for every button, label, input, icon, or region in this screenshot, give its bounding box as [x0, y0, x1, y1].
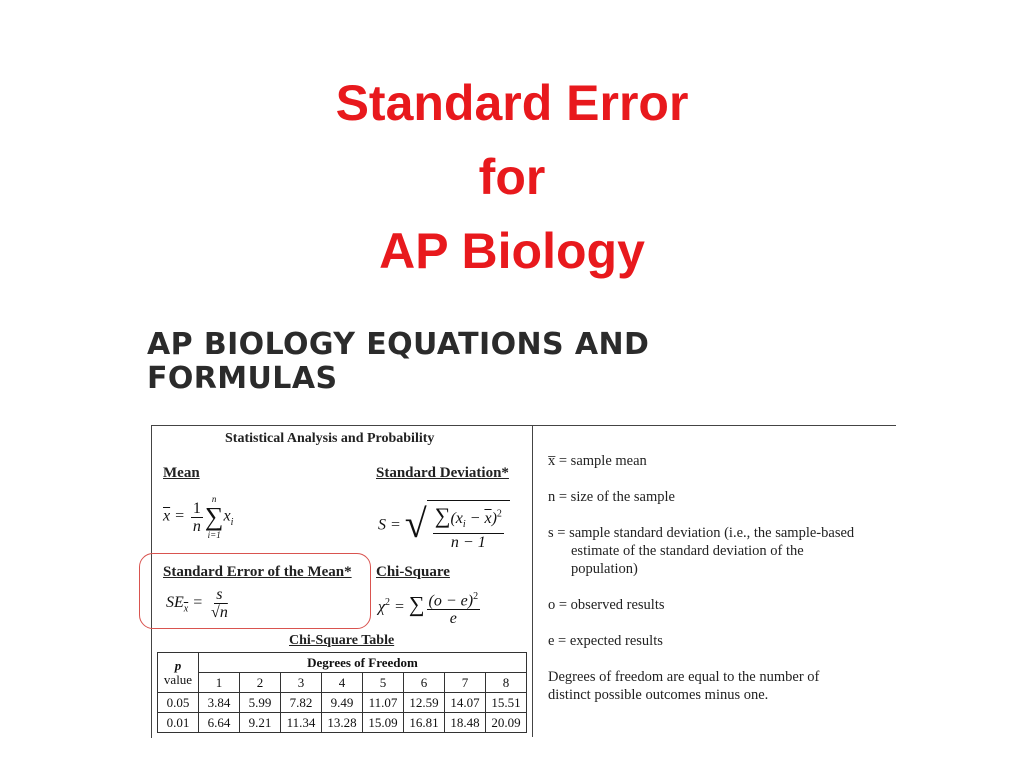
- p-value-header: [158, 653, 199, 693]
- mean-formula: $\overline{x}$ = $\frac{1}{n}$ n ∑ i=1 $x_i$: [163, 494, 234, 540]
- table-row: [158, 693, 527, 713]
- definition-sample-size: n = size of the sample: [548, 489, 675, 505]
- chi-square-table-title: Chi-Square Table: [289, 633, 395, 648]
- definition-expected: e = expected results: [548, 633, 663, 649]
- chi-value-cell: 9.49: [322, 693, 363, 713]
- definition-dof-line-2: distinct possible outcomes minus one.: [548, 687, 769, 703]
- definition-sample-sd-line-1: s = sample standard deviation (i.e., the sample-based: [548, 525, 855, 541]
- slide-title-line-1: Standard Error: [335, 75, 689, 131]
- chi-square-table: [157, 652, 527, 733]
- chi-value-cell: 6.64: [199, 713, 240, 733]
- p-value-cell: 0.05: [158, 693, 199, 713]
- sheet-heading: [147, 328, 649, 396]
- degree-cell: 3: [281, 673, 322, 693]
- definition-observed: o = observed results: [548, 597, 665, 613]
- p-value-cell: 0.01: [158, 713, 199, 733]
- degree-cell: 2: [240, 673, 281, 693]
- definition-sample-sd-line-3: population): [571, 561, 638, 577]
- chi-value-cell: 5.99: [240, 693, 281, 713]
- sheet-heading-line-1: AP BIOLOGY EQUATIONS AND: [147, 327, 650, 362]
- p-header: p: [174, 657, 182, 673]
- column-divider: [532, 425, 533, 737]
- sheet-heading-line-2: FORMULAS: [147, 361, 338, 396]
- degrees-of-freedom-header: Degrees of Freedom: [199, 653, 527, 673]
- table-row: [158, 713, 527, 733]
- chi-value-cell: 11.07: [363, 693, 404, 713]
- definition-sample-mean: x̅ = sample mean: [548, 453, 647, 469]
- chi-value-cell: 15.09: [363, 713, 404, 733]
- chi-value-cell: 15.51: [486, 693, 527, 713]
- standard-deviation-label: Standard Deviation*: [376, 465, 509, 481]
- chi-value-cell: 20.09: [486, 713, 527, 733]
- chi-square-label: Chi-Square: [376, 564, 450, 580]
- slide-title-line-2: for: [478, 149, 546, 205]
- mean-label: Mean: [163, 465, 200, 481]
- chi-value-cell: 16.81: [404, 713, 445, 733]
- value-header: value: [163, 671, 193, 687]
- table-header-row: [158, 653, 527, 673]
- degree-cell: 6: [404, 673, 445, 693]
- degree-cell: 4: [322, 673, 363, 693]
- degree-cell: 5: [363, 673, 404, 693]
- chi-square-formula: $\chi^2$ = ∑ $\frac{(o - e)^2}{e}$: [378, 588, 482, 627]
- chi-value-cell: 18.48: [445, 713, 486, 733]
- chi-value-cell: 14.07: [445, 693, 486, 713]
- panel-title: Statistical Analysis and Probability: [225, 431, 435, 446]
- standard-error-formula: $SE_{\overline{x}}$ = $\frac{s}{√n}$: [166, 586, 228, 621]
- standard-deviation-formula: S = √ $\frac{\sum(x_i - \overline{x})^2}{n - 1}$: [378, 500, 510, 551]
- standard-error-label: Standard Error of the Mean*: [163, 564, 352, 580]
- chi-value-cell: 7.82: [281, 693, 322, 713]
- degrees-row: [158, 673, 527, 693]
- definition-sample-sd-line-2: estimate of the standard deviation of the: [571, 543, 804, 559]
- chi-value-cell: 9.21: [240, 713, 281, 733]
- definition-dof-line-1: Degrees of freedom are equal to the number of: [548, 669, 820, 685]
- degree-cell: 8: [486, 673, 527, 693]
- chi-value-cell: 13.28: [322, 713, 363, 733]
- slide-title-line-3: AP Biology: [379, 223, 645, 279]
- chi-value-cell: 3.84: [199, 693, 240, 713]
- degree-cell: 7: [445, 673, 486, 693]
- chi-value-cell: 12.59: [404, 693, 445, 713]
- degree-cell: 1: [199, 673, 240, 693]
- chi-value-cell: 11.34: [281, 713, 322, 733]
